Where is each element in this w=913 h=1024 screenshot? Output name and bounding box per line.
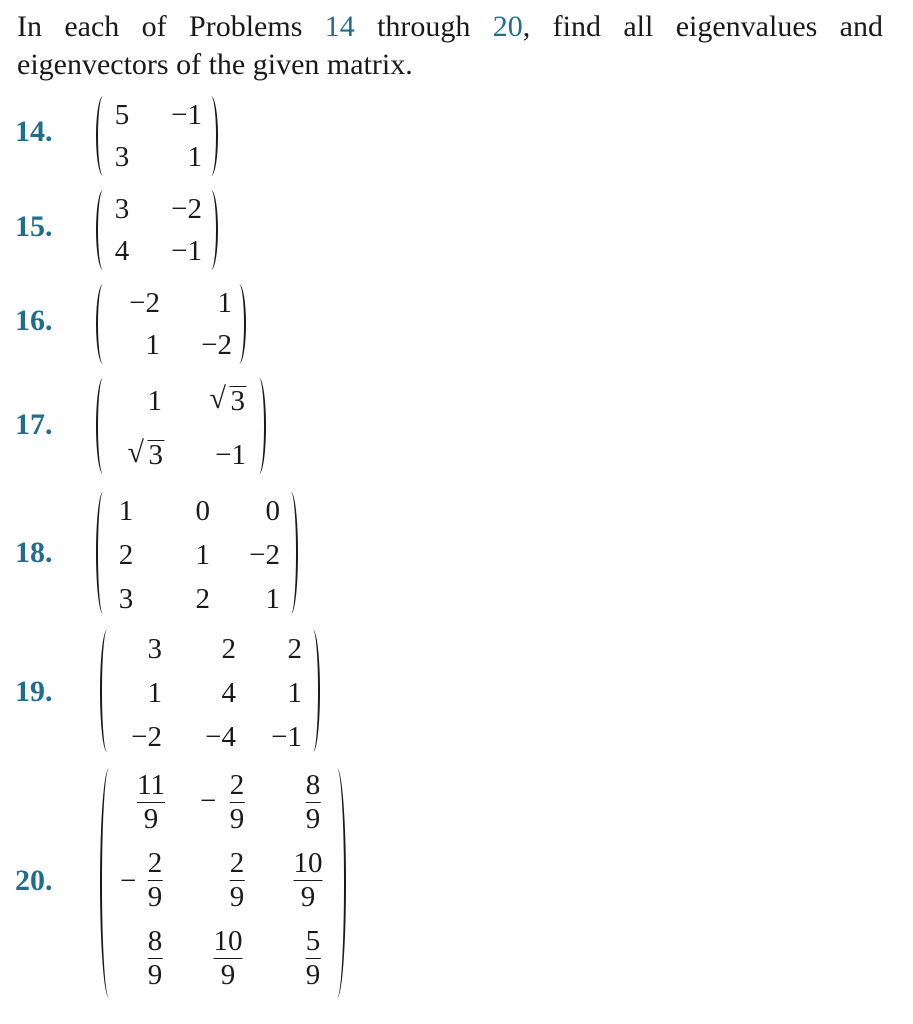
left-paren xyxy=(96,190,110,270)
right-paren xyxy=(328,768,346,998)
matrix-entry: 1 xyxy=(217,287,232,319)
left-paren xyxy=(100,630,114,752)
problem-number: 20. xyxy=(15,864,53,897)
sqrt-symbol: √ xyxy=(209,382,226,415)
problem-number: 16. xyxy=(15,304,53,337)
matrix-entry: 1 xyxy=(195,539,210,571)
matrix-entry: 2 xyxy=(118,539,134,571)
problem-number: 14. xyxy=(15,115,53,148)
matrix-entry: 1 xyxy=(118,495,134,527)
minus-sign: − xyxy=(200,785,217,817)
problem-number: 18. xyxy=(15,536,53,569)
matrix-entry: −1 xyxy=(271,721,302,753)
matrix-entry: −2 xyxy=(249,539,280,571)
right-paren xyxy=(204,96,218,176)
matrix-entry: 3 xyxy=(114,193,130,225)
matrix-entry: 1 xyxy=(145,329,160,361)
problem-link-end[interactable]: 20 xyxy=(492,10,523,43)
matrix-entry: 1 xyxy=(147,385,162,417)
fraction-entry: 2 9 xyxy=(229,769,245,835)
right-paren xyxy=(204,190,218,270)
problem-number: 19. xyxy=(15,675,53,708)
problem-number: 15. xyxy=(15,210,53,243)
matrix-entry: 5 xyxy=(114,99,130,131)
left-paren xyxy=(96,378,110,474)
right-paren xyxy=(252,378,266,474)
fraction-entry: 11 9 xyxy=(137,769,165,835)
matrix-entry: −4 xyxy=(205,721,236,753)
sqrt-symbol: √ xyxy=(127,436,144,469)
matrix-entry: −1 xyxy=(215,439,246,471)
matrix-entry: −2 xyxy=(201,329,232,361)
fraction-entry: 10 9 xyxy=(213,925,243,991)
matrix-entry: 0 xyxy=(265,495,280,527)
minus-sign: − xyxy=(120,865,137,897)
matrix-entry: 4 xyxy=(221,677,236,709)
matrix-entry: 1 xyxy=(265,583,280,615)
matrix-entry: 2 xyxy=(195,583,210,615)
fraction-entry: 2 9 xyxy=(229,847,245,913)
matrix-entry: 0 xyxy=(195,495,210,527)
matrix-entry: 3 xyxy=(147,633,162,665)
intro-text: In each of Problems xyxy=(17,10,325,43)
right-paren xyxy=(284,492,298,614)
left-paren xyxy=(96,96,110,176)
matrix-entry: −2 xyxy=(171,193,202,225)
left-paren xyxy=(96,492,110,614)
right-paren xyxy=(306,630,320,752)
left-paren xyxy=(96,284,110,364)
problem-link-start[interactable]: 14 xyxy=(324,10,355,43)
matrix-entry: 1 xyxy=(187,141,202,173)
matrix-entry: 3 xyxy=(114,141,130,173)
matrix-entry: −1 xyxy=(171,99,202,131)
matrix-entry: 2 xyxy=(221,633,236,665)
matrix-entry: 2 xyxy=(287,633,302,665)
matrix-entry: 3 xyxy=(118,583,134,615)
matrix-entry: −1 xyxy=(171,235,202,267)
fraction-entry: 8 9 xyxy=(147,925,163,991)
fraction-entry: 10 9 xyxy=(293,847,323,913)
intro-text: , find all eigenvalues and eigenvectors of the given matrix. xyxy=(17,10,883,81)
fraction-entry: 8 9 xyxy=(305,769,321,835)
matrix-entry: −2 xyxy=(131,721,162,753)
right-paren xyxy=(232,284,246,364)
matrix-entry: 1 xyxy=(147,677,162,709)
instructions-paragraph xyxy=(17,8,883,84)
problem-number: 17. xyxy=(15,408,53,441)
matrix-entry: 1 xyxy=(287,677,302,709)
matrix-entry: √ 3 xyxy=(127,436,163,471)
fraction-entry: 5 9 xyxy=(305,925,321,991)
intro-text: through xyxy=(354,10,493,43)
fraction-entry: 2 9 xyxy=(147,847,163,913)
left-paren xyxy=(100,768,118,998)
matrix-entry: −2 xyxy=(129,287,160,319)
matrix-entry: 4 xyxy=(114,235,130,267)
matrix-entry: √ 3 xyxy=(209,382,245,417)
